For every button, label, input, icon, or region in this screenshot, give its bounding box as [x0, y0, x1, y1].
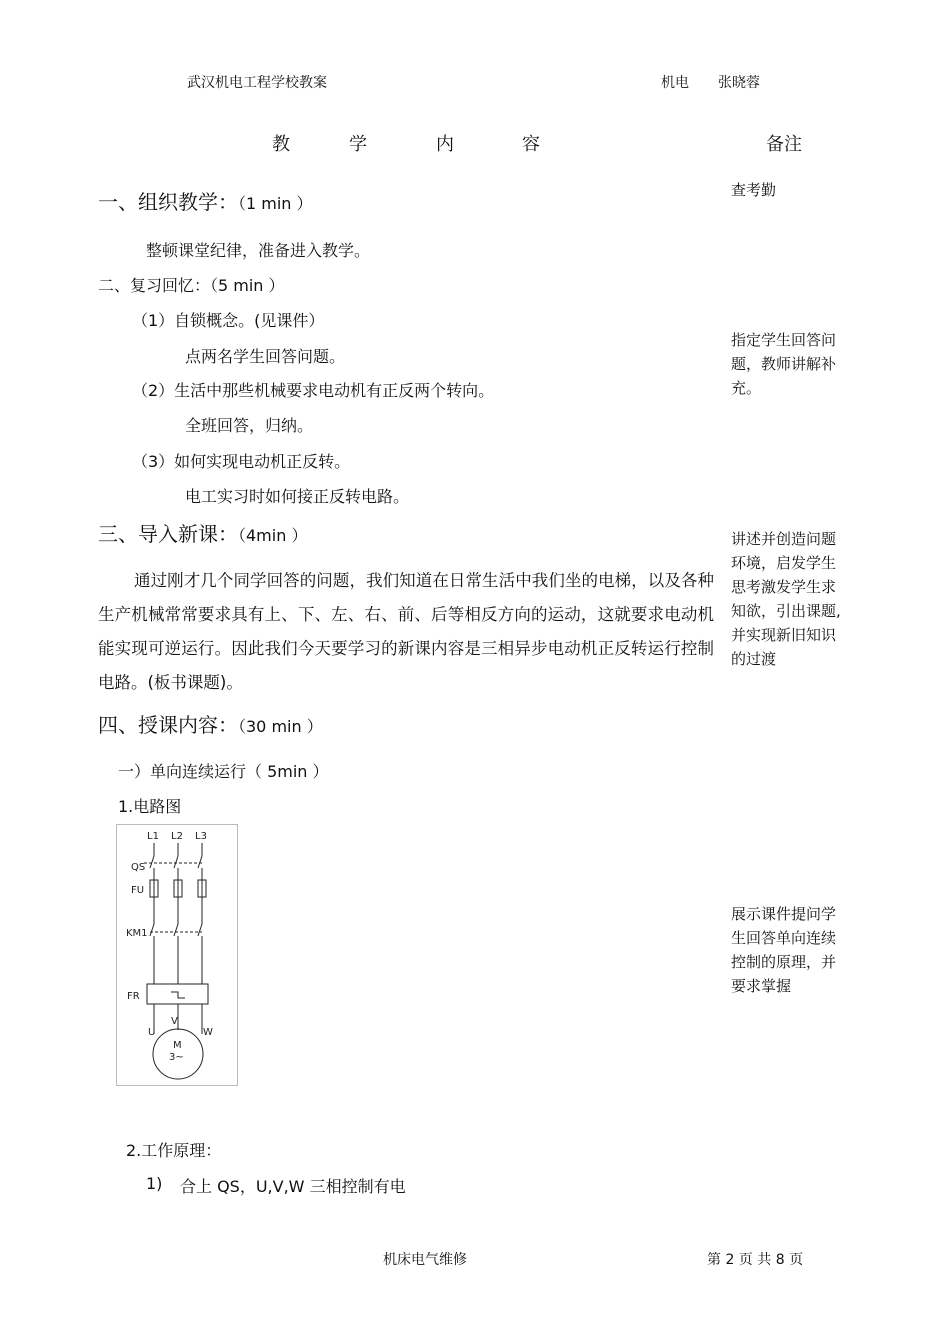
step-1-text: 合上 QS，U,V,W 三相控制有电 — [180, 1177, 406, 1196]
note-review: 指定学生回答问题，教师讲解补充。 — [731, 331, 837, 397]
col-header-remarks: 备注 — [766, 134, 802, 155]
section-2-title: 二、复习回忆：（5 min ） — [98, 276, 285, 295]
fr-label: FR — [127, 991, 140, 1002]
note-courseware: 展示课件提问学生回答单向连续控制的原理，并要求掌握 — [731, 905, 837, 995]
review-answer-2: 全班回答，归纳。 — [185, 416, 314, 435]
section-4-title — [98, 709, 323, 738]
col-header-1: 教 — [272, 134, 290, 155]
circuit-diagram-label: 1.电路图 — [118, 797, 182, 816]
note-introduction: 讲述并创造问题环境，启发学生思考激发学生求知欲，引出课题,并实现新旧知识的过渡 — [731, 530, 841, 668]
section-1-text: 整顿课堂纪律，准备进入教学。 — [146, 241, 371, 260]
school-name: 武汉机电工程学校教案 — [187, 75, 327, 91]
section-1-title — [98, 186, 313, 215]
section-3-heading: 三、导入新课： — [98, 522, 238, 546]
section-1-time: （1 min ） — [238, 194, 313, 213]
review-question-2: （2）生活中那些机械要求电动机有正反两个转向。 — [132, 381, 495, 400]
footer-page-number: 第 2 页 共 8 页 — [707, 1252, 804, 1268]
col-header-4: 容 — [522, 134, 540, 155]
line-label-l3: L3 — [195, 831, 207, 842]
section-4-heading: 四、授课内容： — [98, 713, 238, 737]
col-header-2: 学 — [349, 134, 367, 155]
fu-label: FU — [131, 885, 145, 896]
qs-label: QS — [131, 862, 146, 873]
subsection-1-title: 一）单向连续运行（ 5min ） — [118, 762, 329, 781]
section-3-paragraph: 通过刚才几个同学回答的问题，我们知道在日常生活中我们坐的电梯，以及各种生产机械常常要求具有上、下、左、右、前、后等相反方向的运动，这就要求电动机能实现可逆运行。因此我们今天要学习的新课内容是三相异步电动机正反转运行控制电路。(板书课题)。 — [98, 571, 714, 692]
footer-course: 机床电气维修 — [383, 1252, 467, 1268]
note-attendance: 查考勤 — [731, 181, 777, 199]
section-4-time: （30 min ） — [238, 717, 323, 736]
review-question-3: （3）如何实现电动机正反转。 — [132, 452, 351, 471]
line-label-l2: L2 — [171, 831, 183, 842]
section-3-time: （4min ） — [238, 526, 308, 545]
review-answer-3: 电工实习时如何接正反转电路。 — [185, 487, 410, 506]
working-principle-label: 2.工作原理： — [126, 1141, 222, 1160]
terminal-v: V — [171, 1016, 178, 1027]
review-question-1: （1）自锁概念。(见课件） — [132, 311, 325, 330]
line-label-l1: L1 — [147, 831, 159, 842]
terminal-w: W — [203, 1027, 213, 1038]
teacher-name: 张晓蓉 — [718, 75, 760, 91]
terminal-u: U — [148, 1027, 156, 1038]
motor-phase-label: 3~ — [169, 1052, 184, 1063]
department: 机电 — [661, 75, 689, 91]
circuit-diagram — [116, 824, 238, 1086]
section-3-title — [98, 518, 307, 547]
review-answer-1: 点两名学生回答问题。 — [185, 347, 346, 366]
step-1-number: 1) — [146, 1174, 163, 1193]
section-1-heading: 一、组织教学： — [98, 190, 238, 214]
km1-label: KM1 — [126, 928, 148, 939]
col-header-3: 内 — [436, 134, 454, 155]
motor-label: M — [173, 1040, 182, 1051]
